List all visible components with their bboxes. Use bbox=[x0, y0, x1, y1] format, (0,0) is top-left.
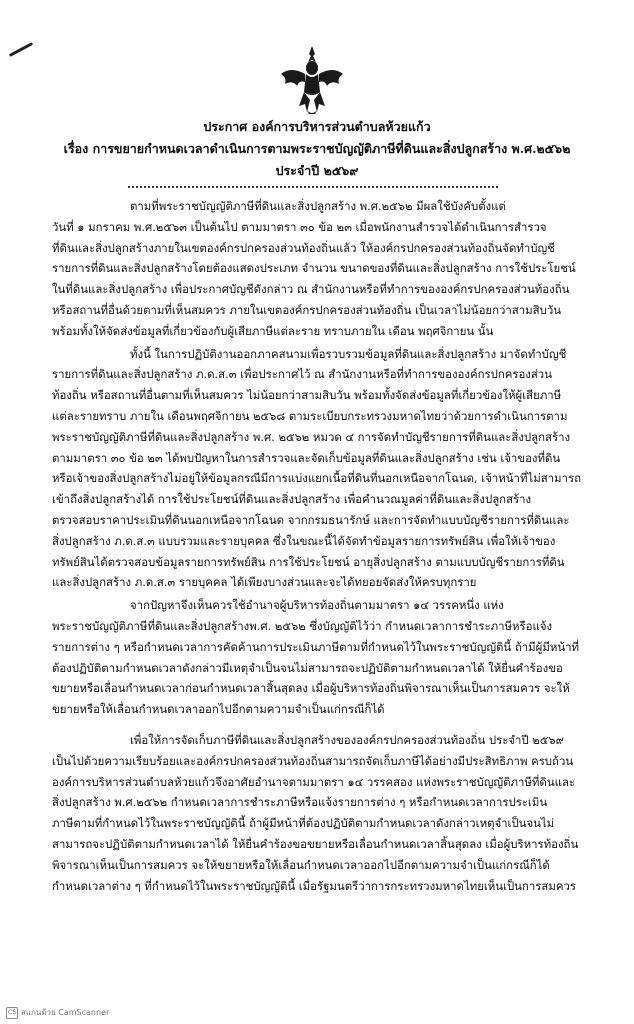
text-line: ขยายหรือเลื่อนกำหนดเวลาก่อนกำหนดเวลาสิ้นสุดลง เมื่อผู้บริหารท้องถิ่นพิจารณาเห็นเป็นการสมควร จะให้ bbox=[52, 681, 570, 696]
text-line: หรือเจ้าของสิ่งปลูกสร้างไม่อยู่ให้ข้อมูลกรณีมีการแบ่งแยกเนื้อที่ดินที่นอกเหนือจากโฉนด, เจ้าหน้าที่ไม่สามารถ bbox=[52, 471, 581, 486]
announcement-header bbox=[0, 116, 634, 182]
text-line: ท้องถิ่น หรือสถานที่อื่นตามที่เห็นสมควร ไม่น้อยกว่าสามสิบวัน พร้อมทั้งจัดส่งข้อมูลที่เกี่ยวข้องให้ผู้เสียภาษี bbox=[52, 388, 562, 403]
text-line: พระราชบัญญัติภาษีที่ดินและสิ่งปลูกสร้าง พ.ศ. ๒๕๖๒ หมวด ๔ การจัดทำบัญชีรายการที่ดินและสิ่งปลูกสร้าง bbox=[52, 429, 571, 444]
text-line: พร้อมทั้งให้จัดส่งข้อมูลที่เกี่ยวข้องกับผู้เสียภาษีแต่ละราย ทราบภายใน เดือน พฤศจิกายน นั้น bbox=[52, 323, 494, 338]
header-year: ประจำปี ๒๕๖๙ bbox=[275, 163, 359, 178]
text-line: ต้องปฏิบัติตามกำหนดเวลาดังกล่าวมีเหตุจำเป็นจนไม่สามารถจะปฏิบัติตามกำหนดเวลาได้ ให้ยื่นคำร้องขอ bbox=[52, 660, 563, 675]
text-line: พิจารณาเห็นเป็นการสมควร จะให้ขยายหรือให้เลื่อนกำหนดเวลาออกไปอีกตามความจำเป็นแก่กรณีก็ได้ bbox=[52, 857, 550, 872]
text-line: ทรัพย์สินได้ตรวจสอบข้อมูลรายการทรัพย์สิน การใช้ประโยชน์ อายุสิ่งปลูกสร้าง ตามแบบบัญชีรายการที่ดิน bbox=[52, 554, 565, 569]
garuda-emblem-icon bbox=[277, 44, 347, 116]
scanner-watermark bbox=[6, 1006, 109, 1019]
paragraph bbox=[52, 344, 604, 594]
text-line: ที่ดินและสิ่งปลูกสร้างภายในเขตองค์กรปกครองส่วนท้องถิ่นแล้ว ให้องค์กรปกครองส่วนท้องถิ่นจัดทำบัญชี bbox=[52, 240, 555, 255]
text-line: ในที่ดินและสิ่งปลูกสร้าง เพื่อประกาศบัญชีดังกล่าว ณ สำนักงานหรือที่ทำการขององค์กรปกครองส่วนท้องถิ่น bbox=[52, 282, 570, 297]
text-line: รายการที่ดินและสิ่งปลูกสร้าง ภ.ด.ส.๓ เพื่อประกาศไว้ ณ สำนักงานหรือที่ทำการขององค์กรปกครองส่วน bbox=[52, 367, 552, 382]
text-line: เข้าถึงสิ่งปลูกสร้างได้ การใช้ประโยชน์ที่ดินและสิ่งปลูกสร้าง เพื่อคำนวณมูลค่าที่ดินและสิ่งปลูกสร้าง bbox=[52, 492, 532, 507]
text-line: กำหนดเวลาต่าง ๆ ที่กำหนดไว้ในพระราชบัญญัตินี้ เมื่อรัฐมนตรีว่าการกระทรวงมหาดไทยเห็นเป็นการสมควร bbox=[52, 878, 576, 893]
text-line: พระราชบัญญัติภาษีที่ดินและสิ่งปลูกสร้างพ.ศ. ๒๕๖๒ ซึ่งบัญญัติไว้ว่า กำหนดเวลาการชำระภาษีหรือแจ้ง bbox=[52, 618, 553, 633]
text-line: รายการที่ดินและสิ่งปลูกสร้างโดยต้องแสดงประเภท จำนวน ขนาดของที่ดินและสิ่งปลูกสร้าง การใช้ประโยชน์ bbox=[52, 261, 576, 276]
text-line: ภาษีตามที่กำหนดไว้ในพระราชบัญญัตินี้ ถ้าผู้มีหน้าที่ต้องปฏิบัติตามกำหนดเวลาดังกล่าวเหตุจำเป็นจนไม่ bbox=[52, 816, 555, 831]
paragraph-gap bbox=[52, 722, 604, 730]
paragraph bbox=[52, 196, 604, 342]
text-line: และสิ่งปลูกสร้าง ภ.ด.ส.๓ รายบุคคล ได้เพียงบางส่วนและจะได้ทยอยจัดส่งให้ครบทุกราย bbox=[52, 575, 477, 590]
text-line: จากปัญหาจึงเห็นควรใช้อำนาจผู้บริหารท้องถิ่นตามมาตรา ๑๔ วรรคหนึ่ง แห่ง bbox=[130, 598, 504, 613]
text-line: เพื่อให้การจัดเก็บภาษีที่ดินและสิ่งปลูกสร้างขององค์กรปกครองส่วนท้องถิ่น ประจำปี ๒๕๖๙ bbox=[130, 732, 564, 747]
text-line: สิ่งปลูกสร้าง พ.ศ.๒๕๖๒ กำหนดเวลาการชำระภาษีหรือแจ้งรายการต่าง ๆ หรือกำหนดเวลาการประเมิน bbox=[52, 795, 548, 810]
text-line: วันที่ ๑ มกราคม พ.ศ.๒๕๖๓ เป็นต้นไป ตามมาตรา ๓๐ ข้อ ๒๓ เมื่อพนักงานสำรวจได้ดำเนินการสำรวจ bbox=[52, 219, 547, 234]
camscanner-icon: CS bbox=[6, 1007, 18, 1019]
text-line: ทั้งนี้ ในการปฏิบัติงานออกภาคสนามเพื่อรวบรวมข้อมูลที่ดินและสิ่งปลูกสร้าง มาจัดทำบัญชี bbox=[130, 346, 567, 361]
text-line: หรือสถานที่อื่นด้วยตามที่เห็นสมควร ภายในเขตองค์กรปกครองส่วนท้องถิ่น เป็นเวลาไม่น้อยกว่าสามสิบวัน bbox=[52, 302, 562, 317]
text-line: ตามมาตรา ๓๐ ข้อ ๒๓ ได้พบปัญหาในการสำรวจและจัดเก็บข้อมูลที่ดินและสิ่งปลูกสร้าง เช่น เจ้าของที่ดิน bbox=[52, 450, 561, 465]
scanner-label: สแกนด้วย CamScanner bbox=[21, 1008, 110, 1017]
header-subject: เรื่อง การขยายกำหนดเวลาดำเนินการตามพระราชบัญญัติภาษีที่ดินและสิ่งปลูกสร้าง พ.ศ.๒๕๖๒ bbox=[63, 141, 571, 156]
announcement-body bbox=[52, 196, 604, 898]
text-line: รายการต่าง ๆ หรือกำหนดเวลาการคัดค้านการประเมินภาษีตามที่กำหนดไว้ในพระราชบัญญัตินี้ ถ้ามีผู้มีหน้าที่ bbox=[52, 639, 580, 654]
dotted-divider bbox=[128, 186, 498, 188]
text-line: สิ่งปลูกสร้าง ภ.ด.ส.๓ แบบรวมและรายบุคคล ซึ่งในขณะนี้ได้จัดทำข้อมูลรายการทรัพย์สิน เพื่อให้เจ้าของ bbox=[52, 533, 556, 548]
text-line: องค์การบริหารส่วนตำบลห้วยแก้วจึงอาศัยอำนาจตามมาตรา ๑๔ วรรคสอง แห่งพระราชบัญญัติภาษีที่ดินและ bbox=[52, 774, 576, 789]
pen-mark bbox=[9, 42, 33, 57]
text-line: เป็นไปด้วยความเรียบร้อยและองค์กรปกครองส่วนท้องถิ่นสามารถจัดเก็บภาษีได้อย่างมีประสิทธิภาพ ครบถ้วน bbox=[52, 753, 574, 768]
paragraph bbox=[52, 730, 604, 896]
text-line: ขยายหรือให้เลื่อนกำหนดเวลาออกไปอีกตามความจำเป็นแก่กรณีก็ได้ bbox=[52, 702, 385, 717]
text-line: สามารถจะปฏิบัติตามกำหนดเวลาได้ ให้ยื่นคำร้องขอขยายหรือเลื่อนกำหนดเวลาสิ้นสุดลง เมื่อผู้บริหารท้องถิ่น bbox=[52, 836, 579, 851]
text-line: ตามที่พระราชบัญญัติภาษีที่ดินและสิ่งปลูกสร้าง พ.ศ.๒๕๖๒ มีผลใช้บังคับตั้งแต่ bbox=[130, 199, 506, 213]
paragraph bbox=[52, 595, 604, 720]
text-line: แต่ละรายทราบ ภายใน เดือนพฤศจิกายน ๒๕๖๘ ตามระเบียบกระทรวงมหาดไทยว่าด้วยการดำเนินการตาม bbox=[52, 408, 568, 423]
header-issuer: ประกาศ องค์การบริหารส่วนตำบลห้วยแก้ว bbox=[203, 119, 431, 134]
text-line: ตรวจสอบราคาประเมินที่ดินนอกเหนือจากโฉนด จากกรมธนารักษ์ และการจัดทำแบบบัญชีรายการที่ดินและ bbox=[52, 512, 570, 527]
